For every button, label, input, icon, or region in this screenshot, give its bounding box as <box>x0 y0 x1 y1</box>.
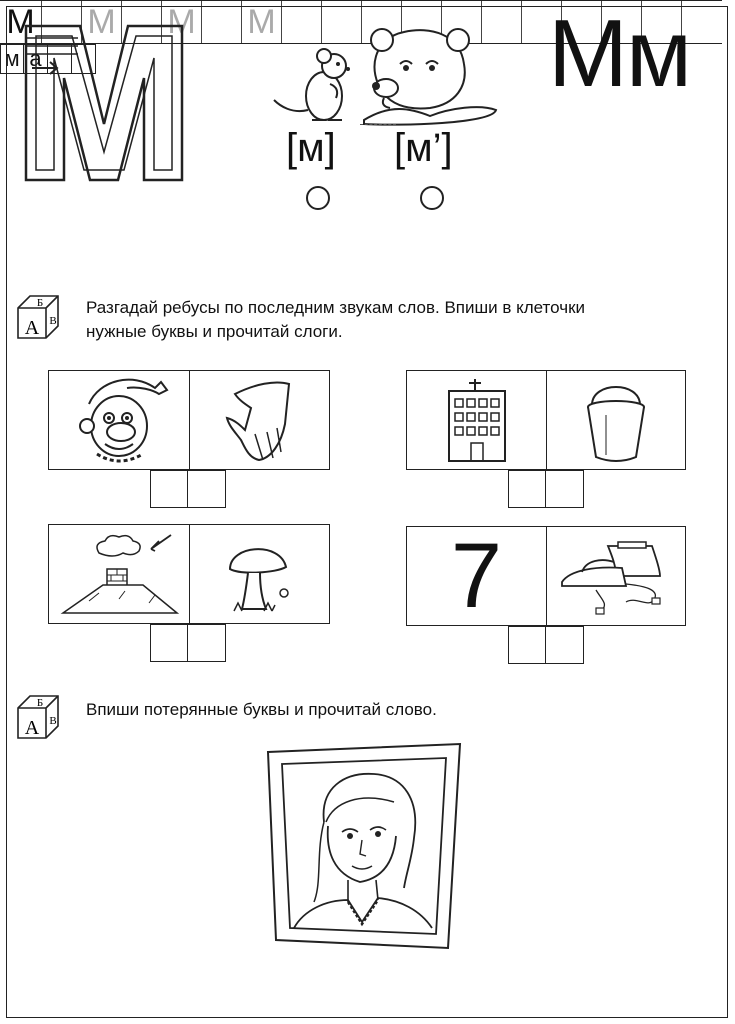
svg-text:В: В <box>49 315 57 327</box>
sound-circle-soft[interactable] <box>420 186 444 210</box>
chimney-smoke-icon <box>59 529 179 619</box>
bucket-icon <box>576 375 656 465</box>
rebus-card <box>48 524 330 624</box>
rebus-picture <box>407 527 546 625</box>
mother-portrait-icon <box>264 742 464 952</box>
svg-text:В: В <box>49 715 57 727</box>
answer-box[interactable] <box>150 470 188 508</box>
rebus-picture <box>49 371 189 469</box>
rebus-picture <box>189 525 329 623</box>
word-letter-box[interactable]: а <box>24 44 48 74</box>
palm-hand-icon <box>215 374 305 466</box>
gnome-face-icon <box>69 374 169 466</box>
alphabet-cube-icon <box>14 292 62 342</box>
task1-instruction-line1: Разгадай ребусы по последним звукам слов. Впиши в клеточки <box>86 298 586 317</box>
rebus-picture <box>546 527 685 625</box>
sound-hard-label: [м] <box>286 126 336 170</box>
answer-box[interactable] <box>508 626 546 664</box>
svg-text:А: А <box>24 317 40 339</box>
bear-icon <box>360 24 500 128</box>
sample-letter-cell: М <box>0 1 42 43</box>
svg-text:А: А <box>24 717 40 739</box>
answer-boxes[interactable] <box>150 470 226 508</box>
outlined-letter-m <box>20 20 188 186</box>
svg-text:Б: Б <box>36 697 44 709</box>
answer-boxes[interactable] <box>508 626 584 664</box>
dashed-line <box>360 124 396 125</box>
rebus-card <box>406 526 686 626</box>
rebus-picture <box>546 371 685 469</box>
rebus-number: 7 <box>450 525 503 627</box>
rebus-card <box>48 370 330 470</box>
traced-letter-cell[interactable]: М <box>162 1 202 43</box>
answer-box[interactable] <box>546 626 584 664</box>
traced-letter-cell[interactable]: М <box>242 1 282 43</box>
answer-box[interactable] <box>508 470 546 508</box>
letter-pair-title: Мм <box>548 0 690 107</box>
traced-letter-cell[interactable]: М <box>82 1 122 43</box>
task1-instruction <box>86 296 585 344</box>
rebus-picture <box>49 525 189 623</box>
alphabet-cube-icon <box>14 692 62 742</box>
answer-boxes[interactable] <box>508 470 584 508</box>
mouse-icon <box>272 44 362 134</box>
answer-box[interactable] <box>546 470 584 508</box>
rebus-picture <box>407 371 546 469</box>
answer-box[interactable] <box>188 624 226 662</box>
answer-boxes[interactable] <box>150 624 226 662</box>
irons-icon <box>556 536 676 616</box>
sound-soft-label: [м’] <box>394 126 453 170</box>
word-letter-box[interactable]: м <box>0 44 24 74</box>
svg-text:Б: Б <box>36 297 44 309</box>
rebus-card <box>406 370 686 470</box>
answer-box[interactable] <box>188 470 226 508</box>
mushroom-icon <box>220 529 300 619</box>
apartment-building-icon <box>437 375 517 465</box>
sound-circle-hard[interactable] <box>306 186 330 210</box>
answer-box[interactable] <box>150 624 188 662</box>
task2-instruction: Впиши потерянные буквы и прочитай слово. <box>86 700 437 719</box>
rebus-picture <box>189 371 329 469</box>
task1-instruction-line2: нужные буквы и прочитай слоги. <box>86 322 343 341</box>
